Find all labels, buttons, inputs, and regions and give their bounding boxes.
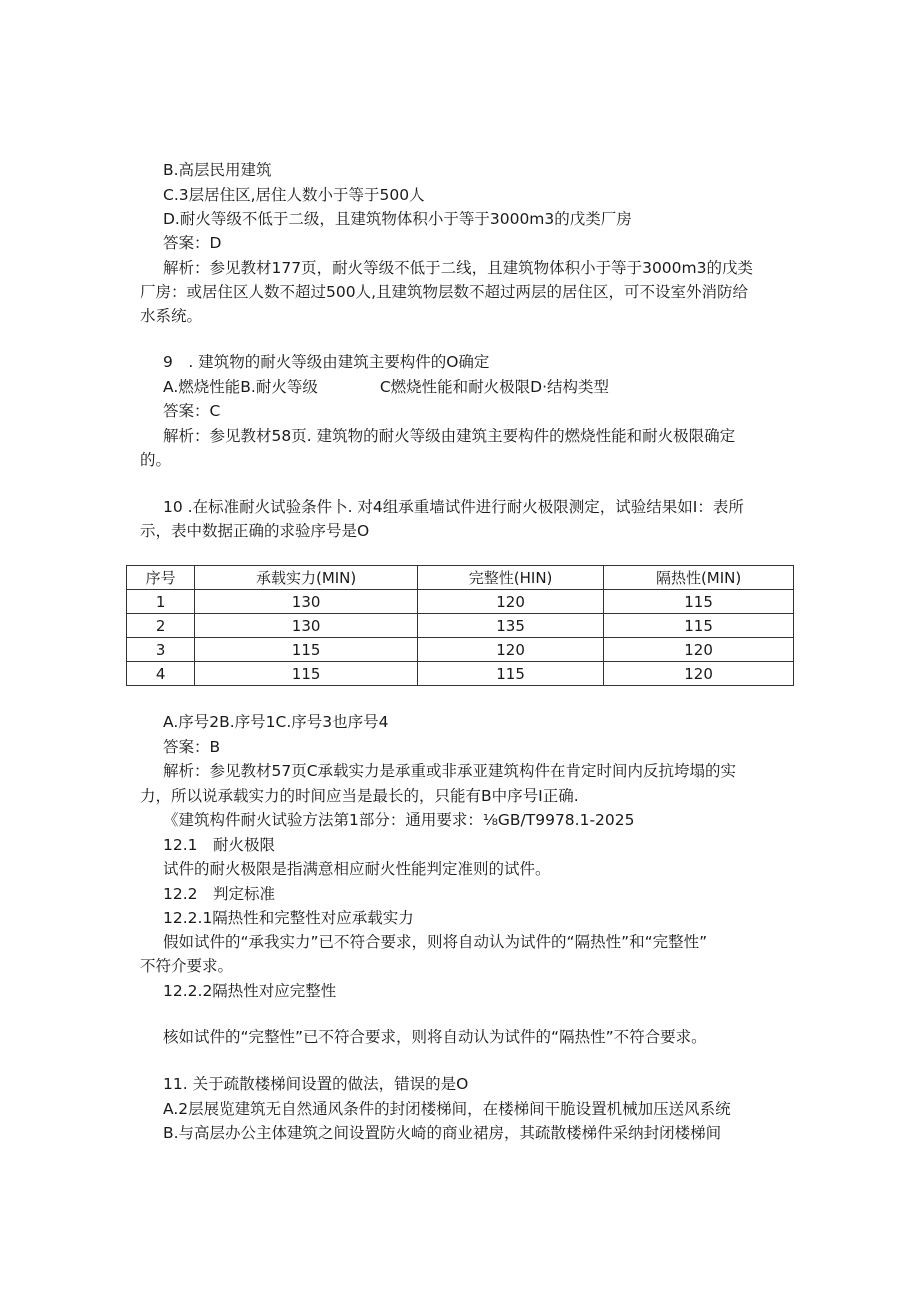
table-header: 完整性(HIN): [418, 566, 604, 590]
table-row: [127, 638, 794, 662]
table-header: 序号: [127, 566, 195, 590]
option-d: D.耐火等级不低于二级，且建筑物体积小于等于3000m3的戊类厂房: [163, 210, 632, 228]
section-heading: 12.2.1隔热性和完整性对应承载实力: [163, 909, 414, 927]
table-cell: 115: [418, 662, 604, 686]
analysis-cont: 厂房：或居住区人数不超过500人,且建筑物层数不超过两层的居住区，可不设室外消防给: [140, 283, 749, 301]
analysis-cont: 力，所以说承载实力的时间应当是最长的，只能有B中序号I正确.: [140, 787, 579, 805]
analysis-cont: 的。: [140, 451, 172, 469]
section-heading: 12.2 判定标准: [163, 885, 276, 903]
table-cell: 120: [604, 638, 794, 662]
analysis: 解析：参见教材177页，耐火等级不低于二线，且建筑物体积小于等于3000m3的戊类: [163, 259, 753, 277]
table-cell: 130: [195, 614, 418, 638]
question-10: 10 .在标准耐火试验条件卜. 对4组承重墙试件进行耐火极限测定，试验结果如I：表所: [163, 498, 744, 516]
answer: 答案：B: [163, 738, 221, 756]
table-row: [127, 590, 794, 614]
section-heading: 12.2.2隔热性对应完整性: [163, 982, 337, 1000]
table-cell: 4: [127, 662, 195, 686]
table-header: 承载实力(MIN): [195, 566, 418, 590]
analysis: 解析：参见教材57页C承载实力是承重或非承亚建筑构件在肯定时间内反抗垮塌的实: [163, 762, 737, 780]
table-cell: 3: [127, 638, 195, 662]
table-cell: 115: [604, 614, 794, 638]
section-heading: 12.1 耐火极限: [163, 836, 276, 854]
option-b: B.高层民用建筑: [163, 161, 272, 179]
table-header-row: [127, 566, 794, 590]
question-10-options: A.序号2B.序号1C.序号3也序号4: [163, 713, 389, 731]
answer: 答案：D: [163, 234, 222, 252]
result-table: [126, 565, 794, 686]
option-b: B.与高层办公主体建筑之间设置防火崎的商业裙房，其疏散楼梯件采纳封闭楼梯间: [163, 1124, 722, 1142]
table-cell: 130: [195, 590, 418, 614]
table-cell: 115: [195, 638, 418, 662]
table-cell: 2: [127, 614, 195, 638]
table-cell: 120: [418, 638, 604, 662]
table-row: [127, 662, 794, 686]
analysis: 解析：参见教材58页. 建筑物的耐火等级由建筑主要构件的燃烧性能和耐火极限确定: [163, 427, 736, 445]
question-10-cont: 示，表中数据正确的求验序号是O: [140, 522, 370, 540]
table-cell: 115: [604, 590, 794, 614]
question-9-options: A.燃烧性能B.耐火等级 C燃烧性能和耐火极限D·结构类型: [163, 378, 610, 396]
paragraph: 核如试件的“完整性”已不符合要求，则将自动认为试件的“隔热性”不符合要求。: [163, 1028, 707, 1046]
answer: 答案：C: [163, 402, 221, 420]
paragraph-cont: 不符介要求。: [140, 957, 234, 975]
paragraph: 假如试件的“承我实力”已不符合要求，则将自动认为试件的“隔热性”和“完整性”: [163, 933, 708, 951]
table-cell: 135: [418, 614, 604, 638]
paragraph: 试件的耐火极限是指满意相应耐火性能判定准则的试件。: [163, 860, 551, 878]
question-11: 11. 关于疏散楼梯间设置的做法，错误的是O: [163, 1075, 469, 1093]
table-header: 隔热性(MIN): [604, 566, 794, 590]
table-cell: 115: [195, 662, 418, 686]
table-cell: 120: [604, 662, 794, 686]
table-cell: 1: [127, 590, 195, 614]
analysis-cont: 水系统。: [140, 307, 203, 325]
question-9: 9 . 建筑物的耐火等级由建筑主要构件的O确定: [163, 353, 490, 371]
table-row: [127, 614, 794, 638]
standard-reference: 《建筑构件耐火试验方法第1部分：通用要求：⅛GB/T9978.1-2025: [163, 811, 635, 829]
option-c: C.3层居住区,居住人数小于等于500人: [163, 186, 425, 204]
option-a: A.2层展览建筑无自然通风条件的封闭楼梯间，在楼梯间干脆设置机械加压送风系统: [163, 1100, 731, 1118]
table-cell: 120: [418, 590, 604, 614]
